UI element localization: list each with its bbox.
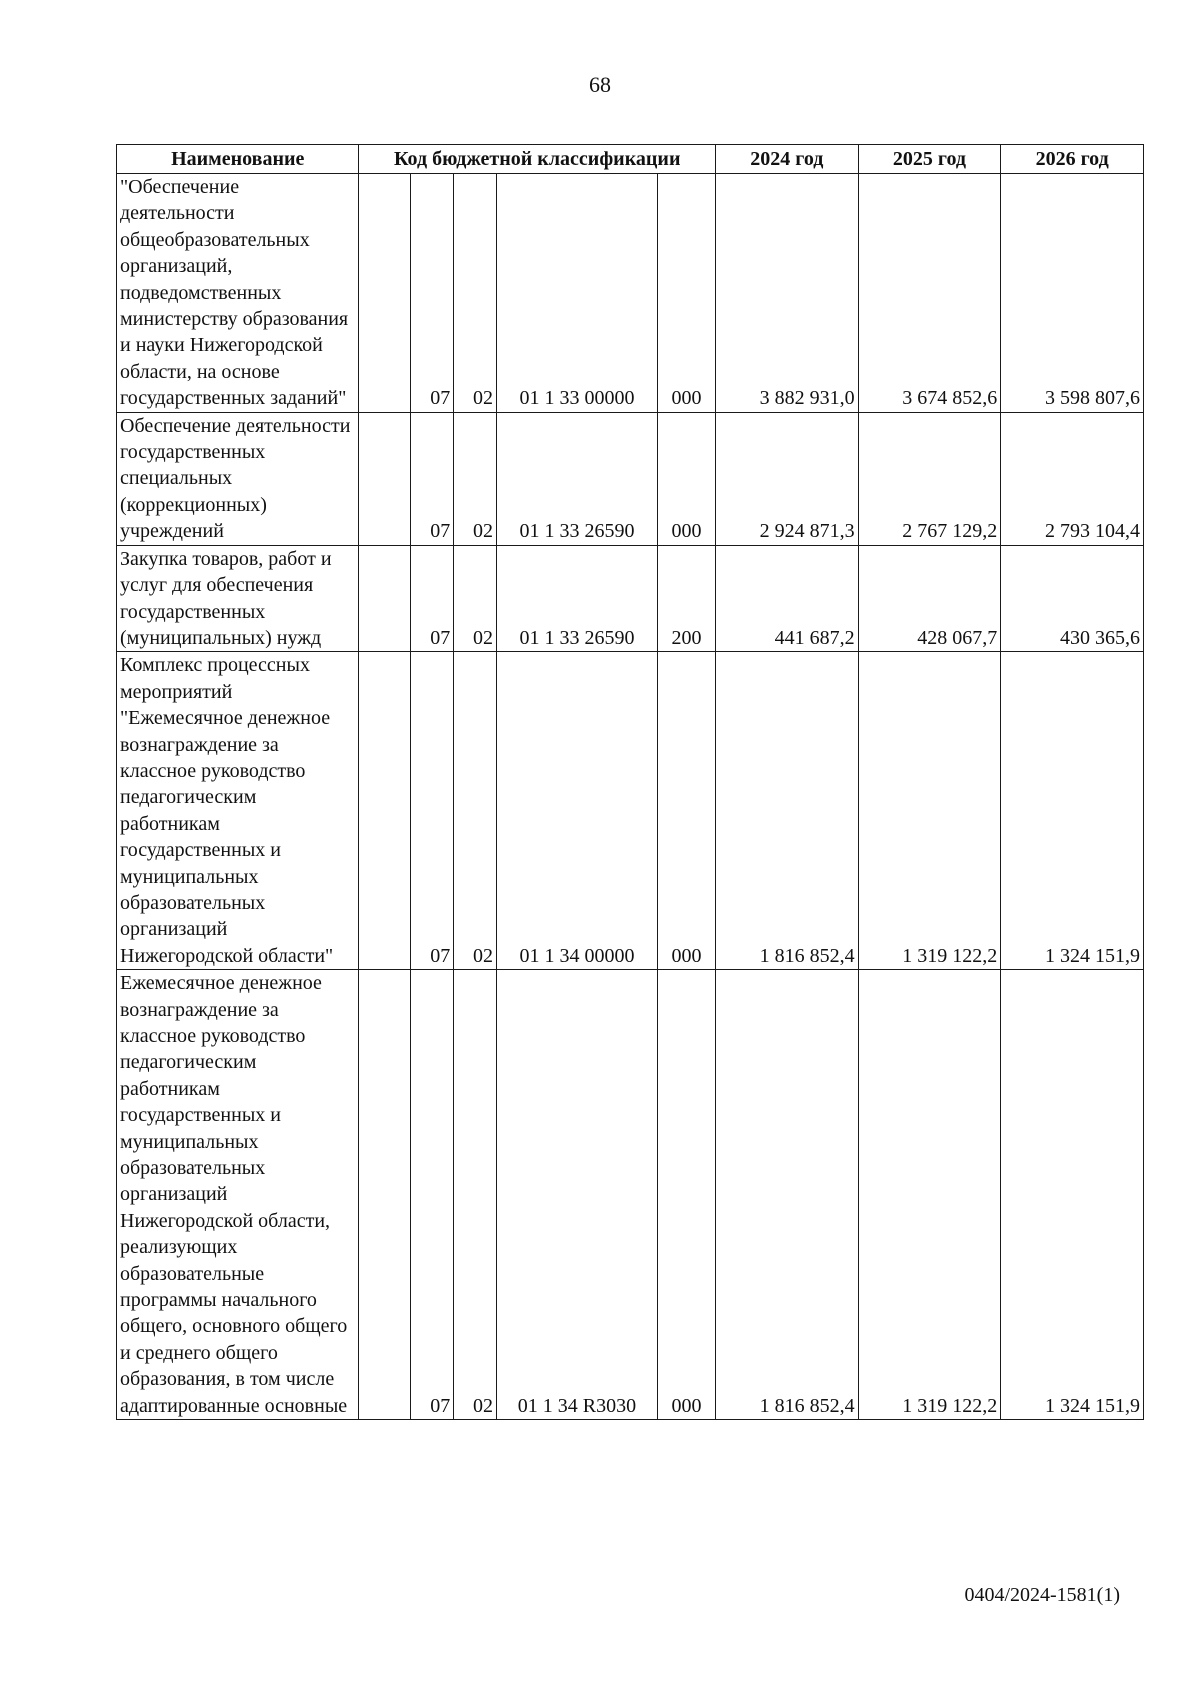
row-name: Закупка товаров, работ и услуг для обеспечения государственных (муниципальных) нужд — [117, 545, 359, 652]
row-code-target: 01 1 34 00000 — [496, 652, 657, 970]
row-amount-2026: 2 793 104,4 — [1001, 412, 1144, 545]
document-code: 0404/2024-1581(1) — [964, 1584, 1120, 1606]
row-code-target: 01 1 33 26590 — [496, 412, 657, 545]
row-amount-2024: 441 687,2 — [716, 545, 859, 652]
row-amount-2025: 1 319 122,2 — [858, 970, 1001, 1420]
row-code-section: 07 — [411, 545, 454, 652]
row-amount-2026: 430 365,6 — [1001, 545, 1144, 652]
row-code-target: 01 1 33 00000 — [496, 174, 657, 413]
header-budget-code: Код бюджетной классификации — [359, 145, 716, 174]
row-code-expense-type: 000 — [657, 652, 715, 970]
row-name: "Обеспечение деятельности общеобразовательных организаций, подведомственных министерству образования и науки Нижегородской области, на основе государственных заданий" — [117, 174, 359, 413]
row-amount-2025: 2 767 129,2 — [858, 412, 1001, 545]
row-amount-2025: 1 319 122,2 — [858, 652, 1001, 970]
row-code-section: 07 — [411, 652, 454, 970]
table-row — [117, 174, 1144, 413]
row-code-subsection: 02 — [454, 412, 497, 545]
row-amount-2026: 1 324 151,9 — [1001, 970, 1144, 1420]
row-amount-2024: 1 816 852,4 — [716, 970, 859, 1420]
row-amount-2026: 3 598 807,6 — [1001, 174, 1144, 413]
table-row — [117, 412, 1144, 545]
row-code-subsection: 02 — [454, 652, 497, 970]
row-code-section: 07 — [411, 412, 454, 545]
row-amount-2026: 1 324 151,9 — [1001, 652, 1144, 970]
table-row — [117, 652, 1144, 970]
row-name: Обеспечение деятельности государственных специальных (коррекционных) учреждений — [117, 412, 359, 545]
row-code-expense-type: 000 — [657, 970, 715, 1420]
row-amount-2025: 428 067,7 — [858, 545, 1001, 652]
row-code-target: 01 1 34 R3030 — [496, 970, 657, 1420]
header-2025: 2025 год — [858, 145, 1001, 174]
row-code-blank — [359, 174, 411, 413]
row-code-expense-type: 000 — [657, 412, 715, 545]
row-code-blank — [359, 970, 411, 1420]
page-number: 68 — [589, 72, 611, 97]
row-code-blank — [359, 412, 411, 545]
table-header-row — [117, 145, 1144, 174]
row-code-subsection: 02 — [454, 545, 497, 652]
row-amount-2024: 1 816 852,4 — [716, 652, 859, 970]
row-amount-2025: 3 674 852,6 — [858, 174, 1001, 413]
header-2026: 2026 год — [1001, 145, 1144, 174]
row-code-subsection: 02 — [454, 174, 497, 413]
row-code-section: 07 — [411, 174, 454, 413]
header-name: Наименование — [117, 145, 359, 174]
header-2024: 2024 год — [716, 145, 859, 174]
row-amount-2024: 2 924 871,3 — [716, 412, 859, 545]
budget-table — [116, 144, 1144, 1420]
row-name: Ежемесячное денежное вознаграждение за классное руководство педагогическим работникам государственных и муниципальных образовательных организаций Нижегородской области, реализующих образовательные программы начального общего, основного общего и среднего общего образования, в том числе адаптированные основные — [117, 970, 359, 1420]
table-row — [117, 545, 1144, 652]
row-code-blank — [359, 545, 411, 652]
table-row — [117, 970, 1144, 1420]
row-code-subsection: 02 — [454, 970, 497, 1420]
row-code-expense-type: 000 — [657, 174, 715, 413]
row-code-blank — [359, 652, 411, 970]
row-code-target: 01 1 33 26590 — [496, 545, 657, 652]
row-amount-2024: 3 882 931,0 — [716, 174, 859, 413]
row-name: Комплекс процессных мероприятий "Ежемесячное денежное вознаграждение за классное руководство педагогическим работникам государственных и муниципальных образовательных организаций Нижегородской области" — [117, 652, 359, 970]
row-code-section: 07 — [411, 970, 454, 1420]
row-code-expense-type: 200 — [657, 545, 715, 652]
